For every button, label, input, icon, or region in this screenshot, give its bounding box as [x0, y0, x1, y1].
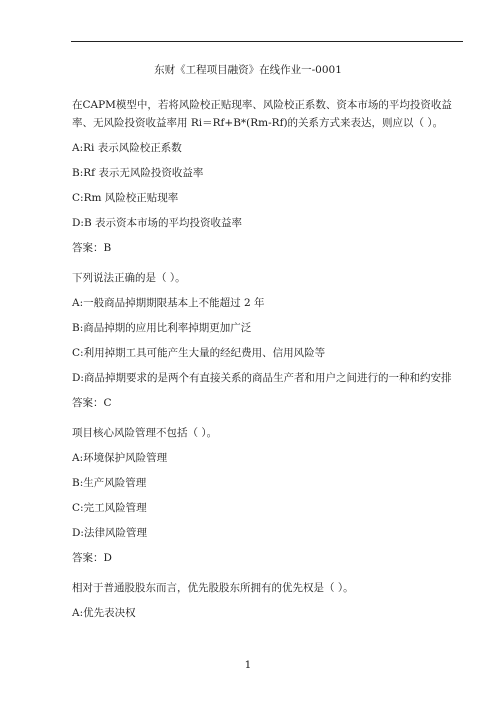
- answer: 答案：D: [72, 552, 112, 564]
- question-list: [72, 96, 462, 634]
- question-stem: 项目核心风险管理不包括（ ）。: [72, 427, 218, 439]
- option-c: C:完工风险管理: [72, 502, 147, 514]
- question-1: [72, 96, 462, 257]
- question-3: [72, 424, 462, 567]
- option-a: A:一般商品掉期期限基本上不能超过 2 年: [72, 297, 265, 309]
- question-2: [72, 269, 462, 412]
- option-d: D:B 表示资本市场的平均投资收益率: [72, 217, 243, 229]
- option-a: A:优先表决权: [72, 607, 136, 619]
- question-stem: 相对于普通股股东而言，优先股股东所拥有的优先权是（ ）。: [72, 582, 354, 594]
- option-a: A:环境保护风险管理: [72, 452, 168, 464]
- document-title: 东财《工程项目融资》在线作业一-0001: [154, 64, 342, 76]
- answer: 答案：C: [72, 397, 112, 409]
- question-stem: 下列说法正确的是（ ）。: [72, 272, 186, 284]
- option-d: D:商品掉期要求的是两个有直接关系的商品生产者和用户之间进行的一种和约安排: [72, 372, 452, 384]
- header-rule: [71, 41, 463, 42]
- option-b: B:商品掉期的应用比利率掉期更加广泛: [72, 322, 252, 334]
- option-c: C:Rm 风险校正贴现率: [72, 192, 179, 204]
- option-c: C:利用掉期工具可能产生大量的经纪费用、信用风险等: [72, 347, 326, 359]
- option-d: D:法律风险管理: [72, 527, 147, 539]
- question-4: [72, 579, 462, 622]
- option-b: B:Rf 表示无风险投资收益率: [72, 167, 204, 179]
- answer: 答案：B: [72, 242, 112, 254]
- option-b: B:生产风险管理: [72, 477, 147, 489]
- page-number: 1: [244, 659, 252, 671]
- question-stem: 在CAPM模型中，若将风险校正贴现率、风险校正系数、资本市场的平均投资收益率、无风险投资收益率用 Ri＝Rf+B*(Rm-Rf)的关系方式来表达，则应以（ ）。: [72, 99, 452, 129]
- option-a: A:Ri 表示风险校正系数: [72, 142, 182, 154]
